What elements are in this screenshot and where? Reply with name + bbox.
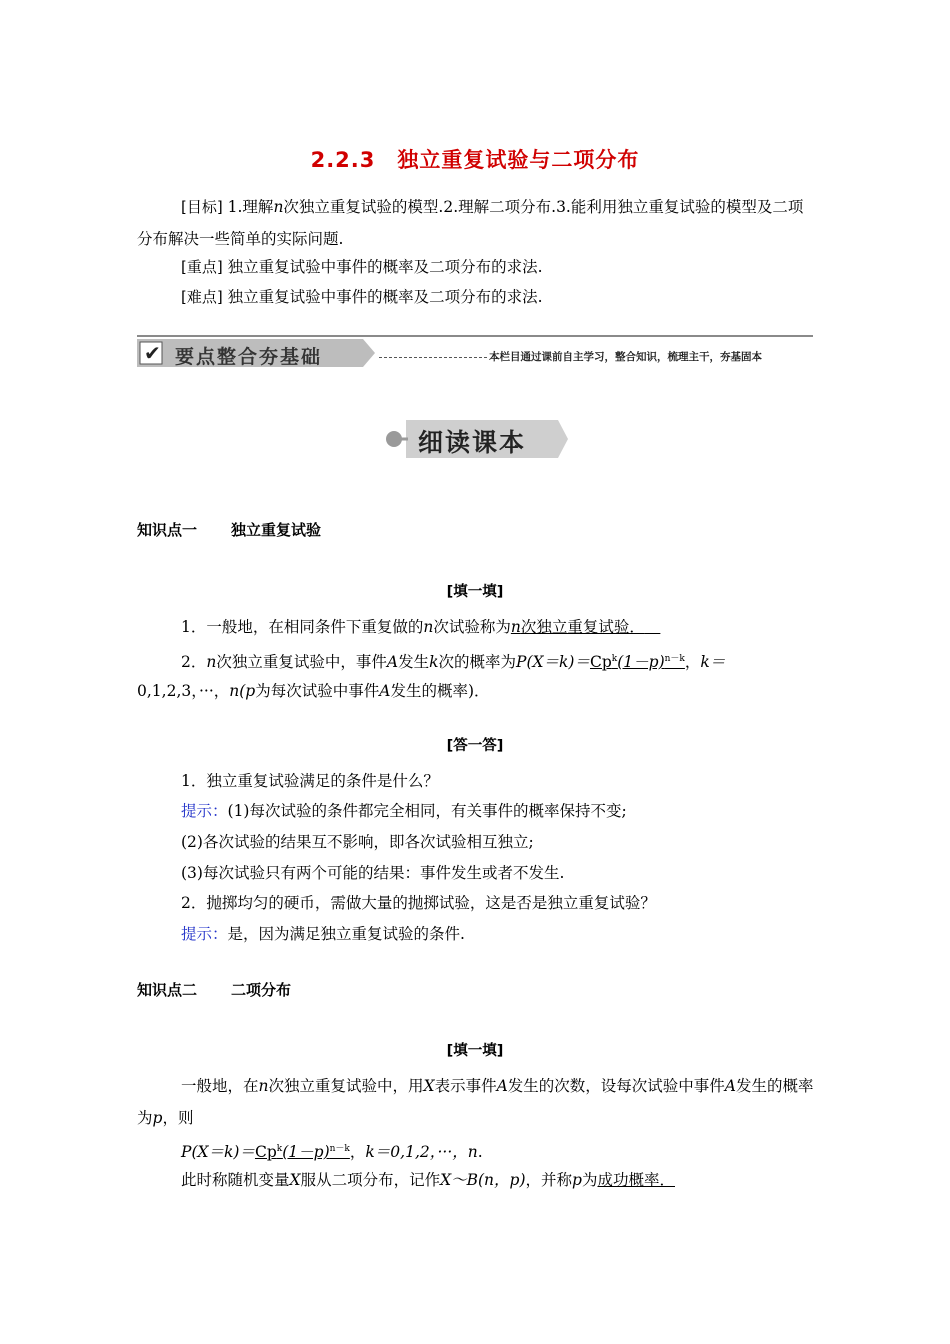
difficulty-paragraph xyxy=(137,281,815,313)
difficulty-text: 独立重复试验中事件的概率及二项分布的求法. xyxy=(222,288,543,306)
section-tag-label: 细读课本 xyxy=(418,428,527,457)
hint-label: 提示： xyxy=(181,802,228,820)
k1-item1-answer: n次独立重复试验． xyxy=(510,618,645,636)
k1-hint-1: 提示：(1)每次试验的条件都完全相同，有关事件的概率保持不变; xyxy=(181,802,627,820)
section-tag xyxy=(380,417,580,461)
k2-formula-answer: $Cp^k(1-p)^{n-k}$ xyxy=(254,1143,350,1162)
key-text: 独立重复试验中事件的概率及二项分布的求法. xyxy=(222,258,543,276)
hint-label: 提示： xyxy=(181,925,228,943)
k2-fill-label: [填一填] xyxy=(446,1043,504,1059)
goal-paragraph: [目标] 1.理解n次独立重复试验的模型.2.理解二项分布.3.能利用独立重复试验的模型及二项分布解决一些简单的实际问题. xyxy=(137,198,804,248)
goal-tag: [目标] xyxy=(181,198,223,216)
k1-hint-3: (3)每次试验只有两个可能的结果：事件发生或者不发生. xyxy=(181,864,565,882)
section-banner xyxy=(137,335,813,371)
k2-formula: $P(X=k)=Cp^k(1-p)^{n-k}$，k＝0,1,2，···，n. xyxy=(181,1143,483,1162)
k1-question-1: 1．独立重复试验满足的条件是什么？ xyxy=(181,772,439,790)
checkmark-icon: ✔ xyxy=(144,341,161,365)
k2-paragraph-1: 一般地，在n次独立重复试验中，用X表示事件A发生的次数，设每次试验中事件A发生的概率为p，则 xyxy=(137,1077,814,1127)
k1-item2: 2．n次独立重复试验中，事件A发生k次的概率为$P(X=k)=Cp^k(1-p)^{n-k}$，k＝ xyxy=(181,653,726,672)
k1-question-2: 2．抛掷均匀的硬币，需做大量的抛掷试验，这是否是独立重复试验？ xyxy=(181,894,656,912)
k1-hint-q2: 提示：是，因为满足独立重复试验的条件. xyxy=(181,925,465,943)
k1-item1: 1．一般地，在相同条件下重复做的n次试验称为n次独立重复试验． xyxy=(137,611,815,643)
goal-text: 次独立重复试验的模型.2.理解二项分布.3.能利用独立重复试验的模型及二项分布解决一些简单的实际问题. xyxy=(137,198,804,248)
key-tag: [重点] xyxy=(181,258,223,276)
k1-item2-line2: 0,1,2,3，···，n(p为每次试验中事件A发生的概率)． xyxy=(137,682,490,700)
banner-note: 本栏目通过课前自主学习，整合知识，梳理主干，夯基固本 xyxy=(489,351,762,363)
k1-item2-formula: $Cp^k(1-p)^{n-k}$ xyxy=(589,653,685,672)
k1-fill-label: [填一填] xyxy=(446,584,504,600)
k2-paragraph-2: 此时称随机变量X服从二项分布，记作X～B(n，p)，并称p为成功概率． xyxy=(181,1171,675,1189)
k2-heading: 知识点二 二项分布 xyxy=(137,981,292,999)
banner-label: 要点整合夯基础 xyxy=(175,346,323,368)
k2-answer: 成功概率． xyxy=(597,1171,675,1189)
k1-hint-2: (2)各次试验的结果互不影响，即各次试验相互独立; xyxy=(181,833,534,851)
key-paragraph xyxy=(137,251,815,283)
k1-answer-label: [答一答] xyxy=(446,738,504,754)
difficulty-tag: [难点] xyxy=(181,288,223,306)
page-title: 2.2.3 独立重复试验与二项分布 xyxy=(310,148,640,172)
k1-heading: 知识点一 独立重复试验 xyxy=(137,521,322,539)
